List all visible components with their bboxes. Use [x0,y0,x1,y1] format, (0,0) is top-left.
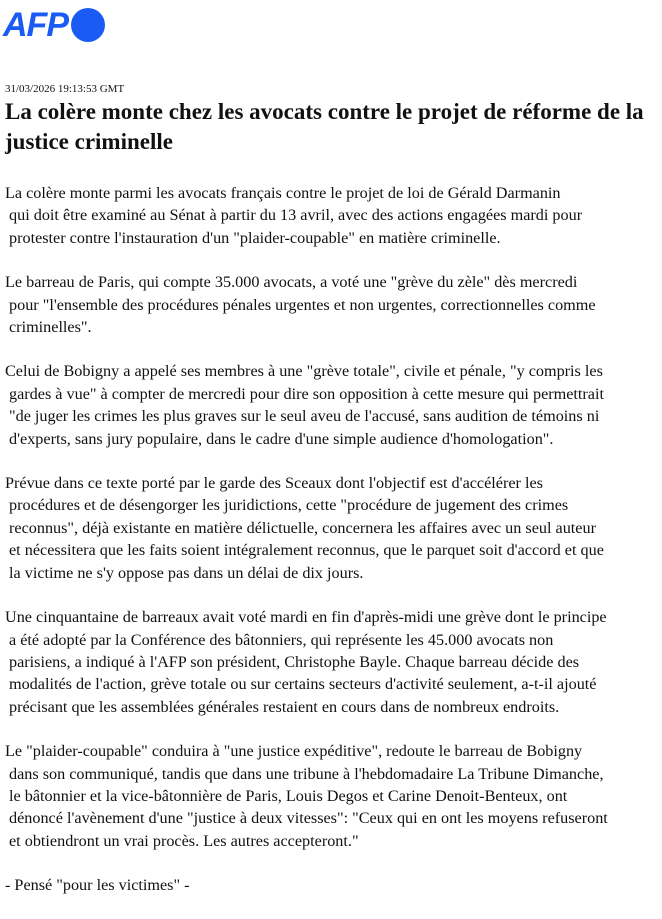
afp-logo [3,8,105,42]
paragraph-line: La colère monte parmi les avocats français contre le projet de loi de Gérald Darmanin [5,184,561,202]
paragraph-line: protester contre l'instauration d'un "plaider-coupable" en matière criminelle. [9,228,501,247]
paragraph-line: la victime ne s'y oppose pas dans un délai de dix jours. [9,563,364,582]
article-paragraph [5,182,657,249]
article-paragraph [5,271,657,338]
article-paragraph [5,606,657,718]
paragraph-line: criminelles". [9,318,92,337]
article-paragraph [5,740,657,852]
paragraph-line: Le barreau de Paris, qui compte 35.000 avocats, a voté une "grève du zèle" dès mercredi [5,273,578,292]
paragraph-line: - Pensé "pour les victimes" - [5,876,190,895]
paragraph-line: Le "plaider-coupable" conduira à "une justice expéditive", redoute le barreau de Bobigny [5,742,583,761]
paragraph-line: dans son communiqué, tandis que dans une tribune à l'hebdomadaire La Tribune Dimanche, [9,764,604,783]
paragraph-line: précisant que les assemblées générales restaient en cours dans de nombreux endroits. [9,697,560,716]
article-paragraph [5,874,657,896]
paragraph-line: "de juger les crimes les plus graves sur le seul aveu de l'accusé, sans audition de témoins ni [9,407,600,426]
paragraph-line: modalités de l'action, grève totale ou sur certains secteurs d'activité seulement, a-t-il ajouté [9,675,597,694]
paragraph-line: Une cinquantaine de barreaux avait voté mardi en fin d'après-midi une grève dont le principe [5,608,607,627]
paragraph-line: parisiens, a indiqué à l'AFP son président, Christophe Bayle. Chaque barreau décide des [9,652,580,671]
paragraph-line: pour "l'ensemble des procédures pénales urgentes et non urgentes, correctionnelles comme [9,295,596,314]
paragraph-line: et nécessitera que les faits soient intégralement reconnus, que le parquet soit d'accord et que [9,541,604,560]
paragraph-line: gardes à vue" à compter de mercredi pour dire son opposition à cette mesure qui permettrait [9,384,604,403]
paragraph-line: et obtiendront un vrai procès. Les autres accepteront." [9,831,359,850]
article-timestamp: 31/03/2026 19:13:53 GMT [5,83,125,95]
paragraph-line: le bâtonnier et la vice-bâtonnière de Paris, Louis Degos et Carine Denoit-Benteux, ont [9,786,568,805]
article-paragraph [5,472,657,584]
afp-logo-circle-icon [71,8,105,42]
paragraph-line: Celui de Bobigny a appelé ses membres à une "grève totale", civile et pénale, "y compris les [5,362,603,381]
article-body [5,182,657,919]
article-title: La colère monte chez les avocats contre le projet de réforme de la justice criminelle [5,99,644,154]
article-paragraph [5,360,657,450]
paragraph-line: d'experts, sans jury populaire, dans le cadre d'une simple audience d'homologation". [9,429,554,448]
afp-logo-text: AFP [3,6,68,44]
paragraph-line: a été adopté par la Conférence des bâtonniers, qui représente les 45.000 avocats non [9,630,554,649]
paragraph-line: Prévue dans ce texte porté par le garde des Sceaux dont l'objectif est d'accélérer les [5,474,543,493]
paragraph-line: procédures et de désengorger les juridictions, cette "procédure de jugement des crimes [9,496,569,515]
paragraph-line: reconnus", déjà existante en matière délictuelle, concernera les affaires avec un seul auteur [9,518,596,537]
paragraph-line: dénoncé l'avènement d'une "justice à deux vitesses": "Ceux qui en ont les moyens refuseront [9,809,608,828]
paragraph-line: qui doit être examiné au Sénat à partir du 13 avril, avec des actions engagées mardi pour [9,206,583,225]
